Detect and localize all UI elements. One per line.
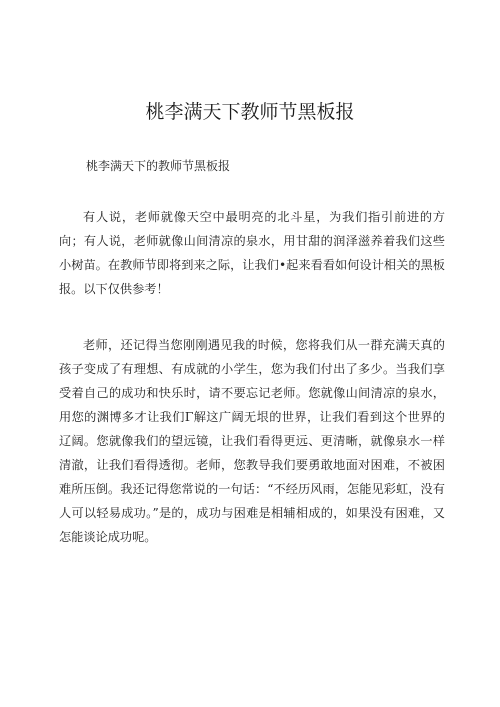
paragraph-intro: 有人说，老师就像天空中最明亮的北斗星，为我们指引前进的方向；有人说，老师就像山间清凉的泉水，用甘甜的润泽滋养着我们这些小树苗。在教师节即将到来之际，让我们•起来看看如何设计相关的黑板报。以下仅供参考！ — [59, 210, 445, 296]
paragraph-body: 老师，还记得当您刚刚遇见我的时候，您将我们从一群充满天真的孩子变成了有理想、有成就的小学生，您为我们付出了多少。当我们享受着自己的成功和快乐时，请不要忘记老师。您就像山间清凉的泉水，用您的渊博多才让我们Γ解这广阔无垠的世界，让我们看到这个世界的辽阔。您就像我们的望远镜，让我们看得更远、更清晰，就像泉水一样清澈，让我们看得透彻。老师，您教导我们要勇敢地面对困难，不被困难所压倒。我还记得您常说的一句话：“不经历风雨，怎能见彩虹，没有人可以轻易成功。”是的，成功与困难是相辅相成的，如果没有困难，又怎能谈论成功呢。 — [59, 338, 445, 544]
page-title: 桃李满天下教师节黑板报 — [145, 101, 355, 123]
page-subtitle: 桃李满天下的教师节黑板报 — [86, 159, 231, 173]
